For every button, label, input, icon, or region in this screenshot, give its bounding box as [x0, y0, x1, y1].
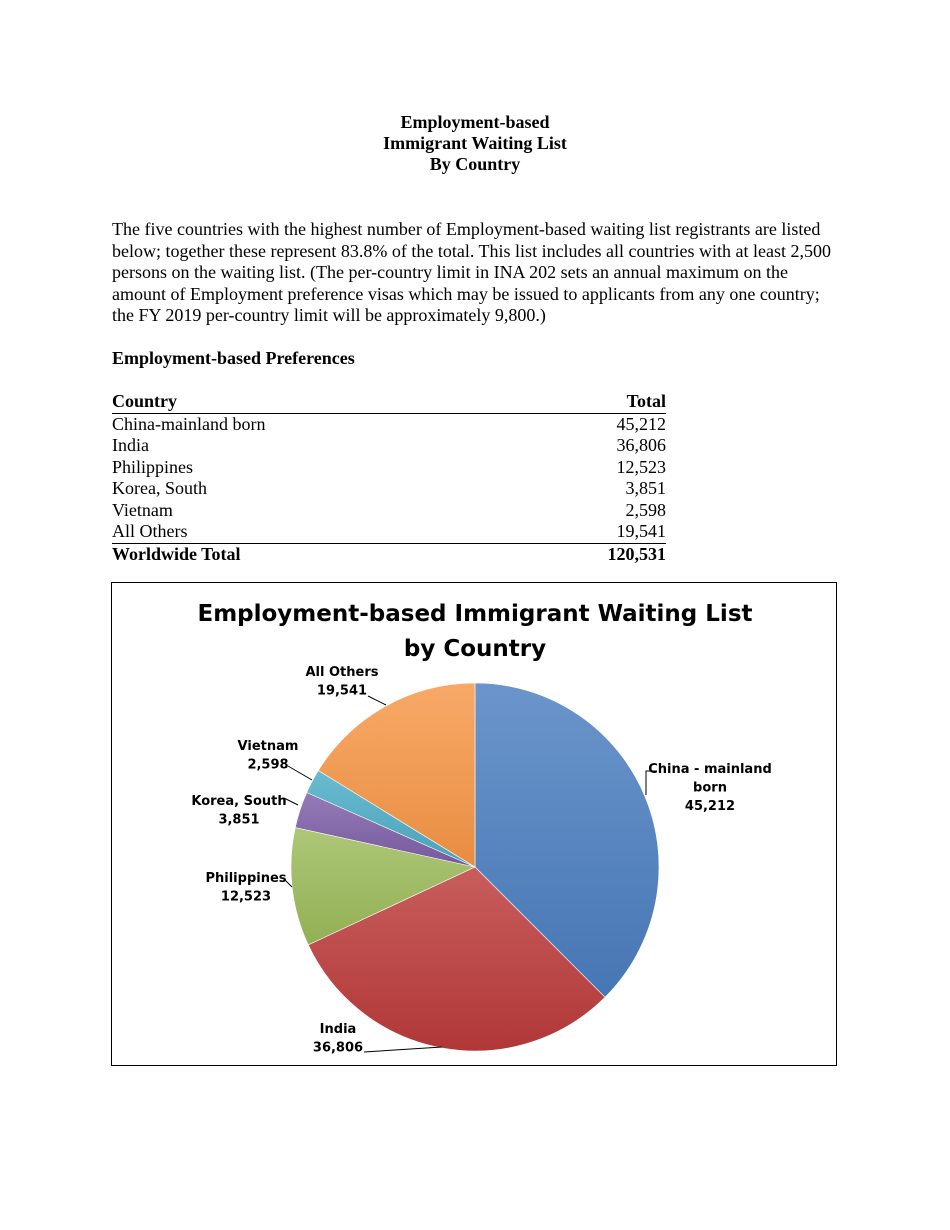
waiting-list-table: [112, 391, 666, 565]
section-title: Employment-based Preferences: [112, 348, 355, 368]
cell-total: 45,212: [616, 413, 666, 434]
cell-total: 19,541: [616, 521, 666, 541]
table-row: [112, 521, 666, 544]
cell-total: 36,806: [616, 435, 666, 455]
data-label-value: 36,806: [312, 1040, 364, 1056]
data-label-value: 45,212: [684, 799, 736, 814]
table-row: [112, 457, 666, 479]
data-label-value: 12,523: [220, 889, 272, 905]
header-total: Total: [626, 391, 666, 411]
cell-country: Philippines: [112, 456, 194, 477]
data-label-value: 2,598: [247, 757, 289, 773]
data-label-name: India: [319, 1022, 357, 1037]
data-label-name: Philippines: [205, 871, 287, 886]
cell-total: 2,598: [625, 499, 666, 520]
worldwide-total-row: [112, 544, 666, 566]
table-row: [112, 478, 666, 500]
table-row: [112, 414, 666, 436]
data-label-name: Vietnam: [237, 739, 299, 754]
cell-total: 12,523: [616, 456, 666, 477]
leader-line: [288, 766, 312, 780]
data-label-name: All Others: [305, 665, 379, 680]
leader-line: [364, 1047, 442, 1052]
pie-chart: [112, 583, 836, 1065]
title-line-3: By Country: [429, 154, 521, 174]
title-line-2: Immigrant Waiting List: [383, 133, 567, 153]
cell-total: 3,851: [625, 478, 666, 498]
cell-country: China-mainland born: [112, 413, 266, 434]
header-country: Country: [112, 391, 178, 411]
leader-line: [368, 696, 386, 705]
table-row: [112, 500, 666, 522]
intro-paragraph: The five countries with the highest number of Employment-based waiting list registrants are listed below; together these represent 83.8% of the total. This list includes all countries with at least 2,500 persons on the waiting list. (The per-country limit in INA 202 sets an annual maximum on the amount of Employment preference visas which may be issued to applicants from any one country; the FY 2019 per-country limit will be approximately 9,800.): [112, 219, 831, 325]
cell-country: Korea, South: [112, 478, 207, 498]
data-label-value: 19,541: [316, 683, 368, 699]
data-label-name: born: [693, 780, 727, 796]
table-row: [112, 435, 666, 457]
cell-country: All Others: [112, 521, 188, 541]
worldwide-total: 120,531: [607, 543, 666, 564]
data-label-name: Korea, South: [191, 794, 287, 809]
data-label-value: 3,851: [218, 812, 260, 828]
data-label-name: China - mainland: [648, 762, 772, 777]
page-title: [0, 112, 950, 175]
cell-country: Vietnam: [112, 499, 173, 520]
pie-chart-frame: [111, 582, 837, 1066]
cell-country: India: [112, 435, 149, 455]
chart-title-line-2: by Country: [403, 636, 547, 662]
chart-title-line-1: Employment-based Immigrant Waiting List: [197, 601, 753, 627]
table-header-row: [112, 391, 666, 414]
title-line-1: Employment-based: [400, 112, 550, 132]
worldwide-label: Worldwide Total: [112, 543, 241, 564]
